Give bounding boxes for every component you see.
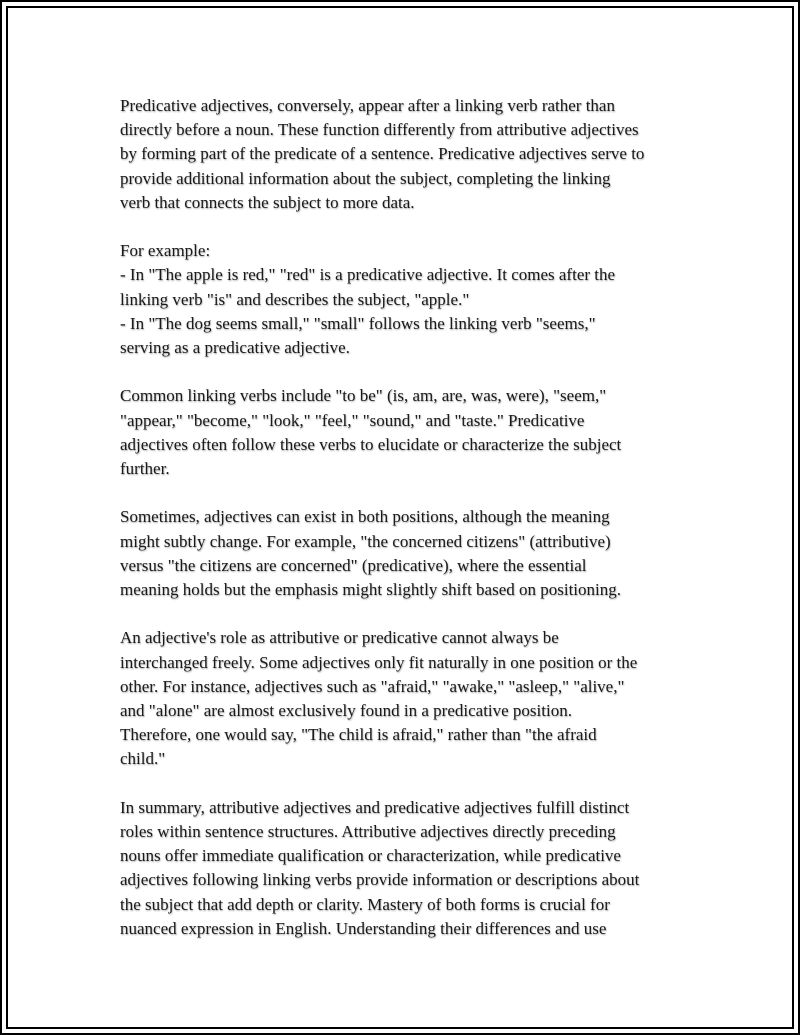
document-body (120, 94, 695, 965)
paragraph-summary (120, 796, 695, 941)
paragraph-predicative-definition (120, 94, 695, 215)
text-line: by forming part of the predicate of a sentence. Predicative adjectives serve to (120, 144, 645, 164)
text-line: - In "The dog seems small," "small" follows the linking verb "seems," (120, 313, 596, 333)
text-line: - In "The apple is red," "red" is a predicative adjective. It comes after the (120, 265, 616, 285)
paragraph-examples (120, 239, 695, 360)
text-line: and "alone" are almost exclusively found in a predicative position. (120, 701, 572, 721)
text-line: Therefore, one would say, "The child is afraid," rather than "the afraid (120, 725, 597, 745)
text-line: Common linking verbs include "to be" (is, am, are, was, were), "seem," (120, 386, 607, 406)
text-line: Predicative adjectives, conversely, appear after a linking verb rather than (120, 96, 615, 115)
text-line: In summary, attributive adjectives and predicative adjectives fulfill distinct (120, 797, 630, 817)
text-line: other. For instance, adjectives such as "afraid," "awake," "asleep," "alive," (120, 676, 625, 696)
text-line: might subtly change. For example, "the concerned citizens" (attributive) (120, 531, 611, 551)
paragraph-linking-verbs (120, 384, 695, 481)
text-line: meaning holds but the emphasis might slightly shift based on positioning. (120, 580, 622, 600)
text-line: directly before a noun. These function differently from attributive adjectives (120, 120, 639, 140)
text-line: interchanged freely. Some adjectives only fit naturally in one position or the (120, 652, 638, 672)
text-line: adjectives following linking verbs provide information or descriptions about (120, 870, 640, 890)
text-line: roles within sentence structures. Attributive adjectives directly preceding (120, 822, 616, 842)
paragraph-role-restrictions (120, 626, 695, 771)
text-line: For example: (120, 241, 211, 261)
paragraph-both-positions (120, 505, 695, 602)
text-line: serving as a predicative adjective. (120, 338, 350, 358)
text-line: further. (120, 459, 170, 479)
text-line: nuanced expression in English. Understanding their differences and use (120, 918, 607, 938)
text-line: versus "the citizens are concerned" (predicative), where the essential (120, 555, 587, 575)
text-line: linking verb "is" and describes the subject, "apple." (120, 289, 470, 309)
text-line: Sometimes, adjectives can exist in both positions, although the meaning (120, 507, 610, 527)
text-line: child." (120, 749, 166, 769)
text-line: the subject that add depth or clarity. Mastery of both forms is crucial for (120, 894, 610, 914)
text-line: adjectives often follow these verbs to elucidate or characterize the subject (120, 434, 622, 454)
text-line: "appear," "become," "look," "feel," "sound," and "taste." Predicative (120, 410, 585, 430)
text-line: An adjective's role as attributive or predicative cannot always be (120, 628, 559, 648)
text-line: provide additional information about the subject, completing the linking (120, 168, 611, 188)
text-line: nouns offer immediate qualification or characterization, while predicative (120, 846, 621, 866)
text-line: verb that connects the subject to more data. (120, 192, 415, 212)
